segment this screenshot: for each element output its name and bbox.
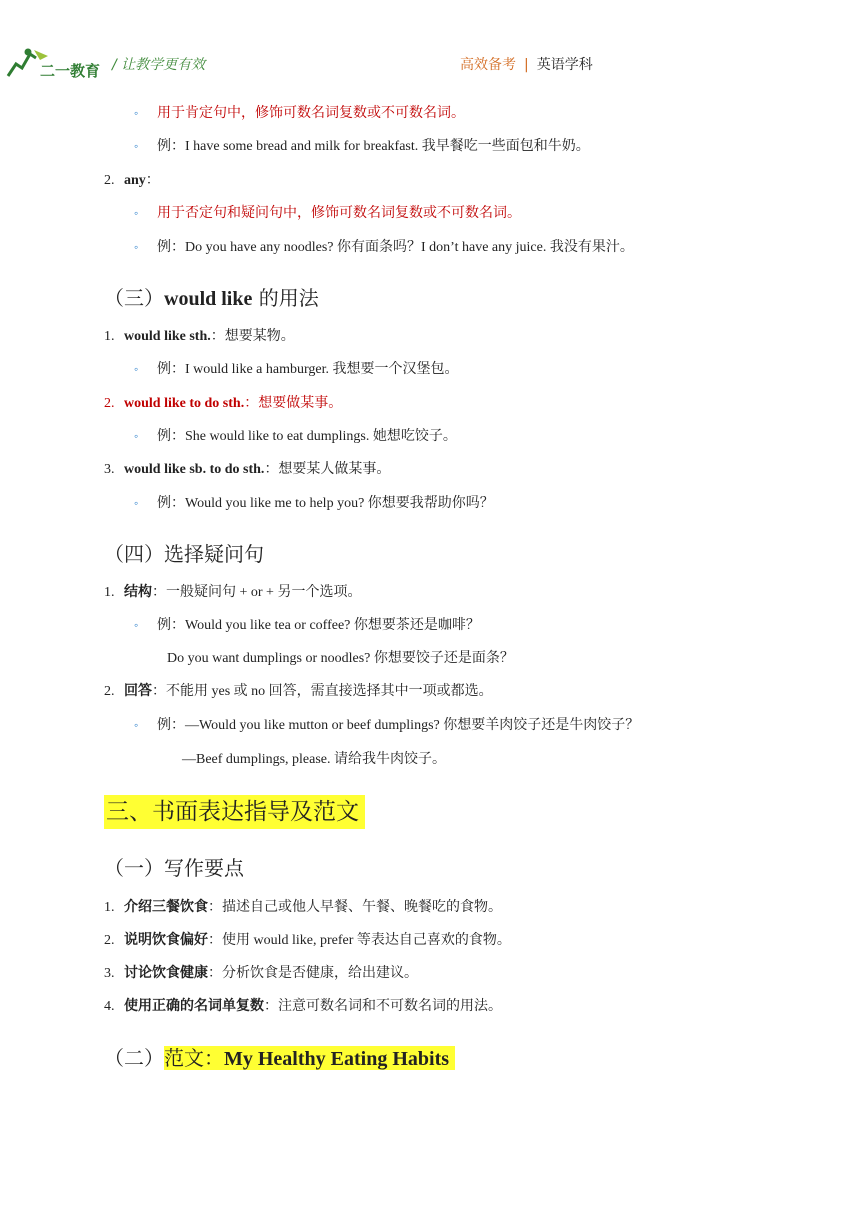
- writing-point-text: ：分析饮食是否健康，给出建议。: [208, 966, 418, 981]
- header-exam-label: 高效备考: [460, 57, 516, 73]
- header-subject-label: 英语学科: [536, 57, 593, 73]
- list-number: 3.: [104, 966, 115, 981]
- list-number: 1.: [104, 329, 115, 344]
- list-number: 2.: [104, 173, 115, 188]
- writing-point-item: [124, 997, 502, 1017]
- list-number: 1.: [104, 585, 115, 600]
- choice-answer: 回答：不能用 yes 或 no 回答，需直接选择其中一项或都选。: [124, 684, 493, 699]
- bullet-icon: ◦: [134, 496, 139, 510]
- writing-point-title: 说明饮食偏好: [124, 933, 208, 948]
- writing-point-item: [124, 931, 511, 951]
- choice-answer-example-2: —Beef dumplings, please. 请给我牛肉饺子。: [182, 752, 447, 767]
- list-number: 3.: [104, 462, 115, 477]
- any-usage: 用于否定句和疑问句中，修饰可数名词复数或不可数名词。: [157, 206, 521, 221]
- header-right: [460, 54, 593, 74]
- writing-point-title: 介绍三餐饮食: [124, 900, 208, 915]
- writing-point-text: ：注意可数名词和不可数名词的用法。: [264, 999, 502, 1014]
- logo-icon: [4, 46, 108, 82]
- choice-answer-example-1: 例：—Would you like mutton or beef dumplings? 你想要羊肉饺子还是牛肉饺子？: [157, 718, 640, 733]
- section-heading-would-like: （三）would like 的用法: [104, 286, 319, 310]
- bullet-icon: ◦: [134, 240, 139, 254]
- any-example: 例：Do you have any noodles? 你有面条吗？I don’t have any juice. 我没有果汁。: [157, 240, 634, 255]
- would-like-example-3: 例：Would you like me to help you? 你想要我帮助你吗？: [157, 496, 494, 511]
- bullet-icon: ◦: [134, 106, 139, 120]
- some-example: 例：I have some bread and milk for breakfast. 我早餐吃一些面包和牛奶。: [157, 139, 590, 154]
- writing-point-text: ：使用 would like, prefer 等表达自己喜欢的食物。: [208, 933, 511, 948]
- would-like-item-2: would like to do sth.：想要做某事。: [124, 396, 343, 411]
- would-like-example-2: 例：She would like to eat dumplings. 她想吃饺子。: [157, 429, 457, 444]
- bullet-icon: ◦: [134, 429, 139, 443]
- would-like-item-1: would like sth.：想要某物。: [124, 329, 295, 344]
- bullet-icon: ◦: [134, 618, 139, 632]
- bullet-icon: ◦: [134, 362, 139, 376]
- writing-point-item: [124, 898, 502, 918]
- list-number: 2.: [104, 933, 115, 948]
- svg-text:二一教育: 二一教育: [40, 62, 101, 80]
- writing-point-text: ：描述自己或他人早餐、午餐、晚餐吃的食物。: [208, 900, 502, 915]
- any-heading: any：: [124, 173, 160, 188]
- bullet-icon: ◦: [134, 718, 139, 732]
- list-number: 2.: [104, 396, 115, 411]
- writing-point-item: [124, 964, 418, 984]
- choice-structure: 结构：一般疑问句 + or + 另一个选项。: [124, 585, 362, 600]
- list-number: 4.: [104, 999, 115, 1014]
- list-number: 2.: [104, 684, 115, 699]
- sample-title-highlight: 范文：My Healthy Eating Habits: [164, 1046, 455, 1070]
- bullet-icon: ◦: [134, 139, 139, 153]
- header-slogan: / 让教学更有效: [112, 57, 206, 73]
- some-usage: 用于肯定句中，修饰可数名词复数或不可数名词。: [157, 106, 465, 121]
- section-heading-writing-points: （一）写作要点: [104, 856, 244, 880]
- writing-point-title: 讨论饮食健康: [124, 966, 208, 981]
- writing-point-title: 使用正确的名词单复数: [124, 999, 264, 1014]
- bullet-icon: ◦: [134, 206, 139, 220]
- page-header: [0, 40, 860, 88]
- section-heading-sample: （二）范文：My Healthy Eating Habits: [104, 1044, 455, 1073]
- would-like-item-3: would like sb. to do sth.：想要某人做某事。: [124, 462, 391, 477]
- section-heading-choice-questions: （四）选择疑问句: [104, 542, 264, 566]
- would-like-example-1: 例：I would like a hamburger. 我想要一个汉堡包。: [157, 362, 459, 377]
- list-number: 1.: [104, 900, 115, 915]
- choice-example-2: Do you want dumplings or noodles? 你想要饺子还是面条？: [167, 651, 514, 666]
- part-heading-writing: 三、书面表达指导及范文: [104, 795, 365, 829]
- choice-example-1: 例：Would you like tea or coffee? 你想要茶还是咖啡？: [157, 618, 480, 633]
- header-separator: |: [524, 57, 529, 73]
